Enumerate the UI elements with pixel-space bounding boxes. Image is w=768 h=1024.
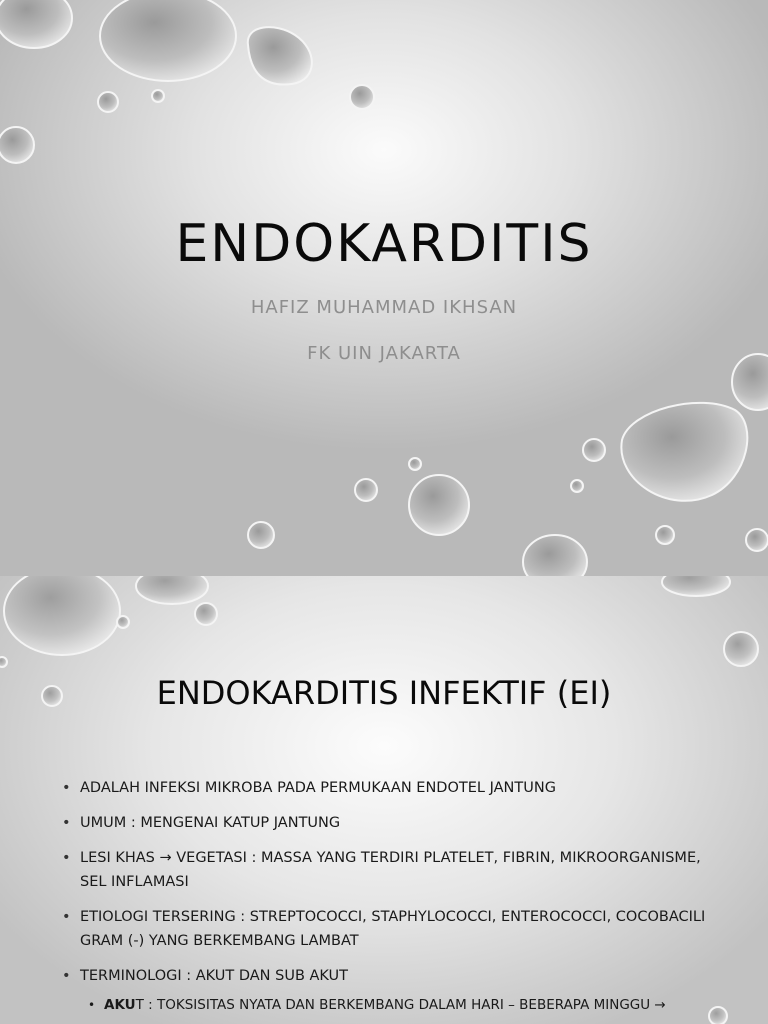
slide-title: ENDOKARDITIS INFEKTIF (EI) <box>156 674 612 712</box>
sub-bullet-item <box>80 994 722 1016</box>
bullet-item <box>62 964 722 1016</box>
water-drop <box>0 657 7 667</box>
water-drop <box>571 480 583 492</box>
water-drop <box>409 475 469 535</box>
water-drop <box>248 522 274 548</box>
affiliation: FK UIN JAKARTA <box>307 343 461 364</box>
water-drop <box>746 529 768 551</box>
water-drop <box>0 0 72 48</box>
bullet-text: ETIOLOGI TERSERING : STREPTOCOCCI, STAPHYLOCOCCI, ENTEROCOCCI, COCOBACILI <box>80 909 706 925</box>
water-drop <box>100 0 236 81</box>
water-drop <box>621 403 747 501</box>
water-drop <box>152 90 164 102</box>
water-drop <box>117 616 129 628</box>
bullet-item <box>62 846 722 894</box>
sub-bullet-list <box>80 994 722 1016</box>
bullet-text: TERMINOLOGI : AKUT DAN SUB AKUT <box>80 968 349 984</box>
bullet-item <box>62 776 722 800</box>
water-drop <box>350 85 374 109</box>
water-drop <box>662 576 730 596</box>
sub-bullet-text: T : TOKSISITAS NYATA DAN BERKEMBANG DALAM HARI – BEBERAPA MINGGU → <box>135 997 666 1013</box>
content-slide <box>0 576 768 1024</box>
water-drop <box>248 27 312 84</box>
bullet-text-continued: GRAM (-) YANG BERKEMBANG LAMBAT <box>80 933 359 949</box>
sub-bullet-bold-text: AKU <box>104 997 136 1013</box>
water-drop <box>583 439 605 461</box>
water-drop <box>409 458 421 470</box>
water-drop <box>98 92 118 112</box>
bullet-item <box>62 905 722 953</box>
water-drop <box>355 479 377 501</box>
water-drop <box>136 576 208 604</box>
water-drop <box>724 632 758 666</box>
water-drop <box>0 127 34 163</box>
bullet-text-continued: SEL INFLAMASI <box>80 874 189 890</box>
water-drop <box>195 603 217 625</box>
bullet-text: ADALAH INFEKSI MIKROBA PADA PERMUKAAN ENDOTEL JANTUNG <box>80 780 556 796</box>
slide-title: ENDOKARDITIS <box>175 214 593 274</box>
water-drop <box>656 526 674 544</box>
water-drop <box>523 535 587 576</box>
bullet-text: UMUM : MENGENAI KATUP JANTUNG <box>80 815 341 831</box>
author-name: HAFIZ MUHAMMAD IKHSAN <box>250 297 518 318</box>
bullet-list <box>62 776 722 1024</box>
bullet-item <box>62 811 722 835</box>
water-drop <box>4 576 120 655</box>
bullet-text: LESI KHAS → VEGETASI : MASSA YANG TERDIRI PLATELET, FIBRIN, MIKROORGANISME, <box>80 850 701 866</box>
